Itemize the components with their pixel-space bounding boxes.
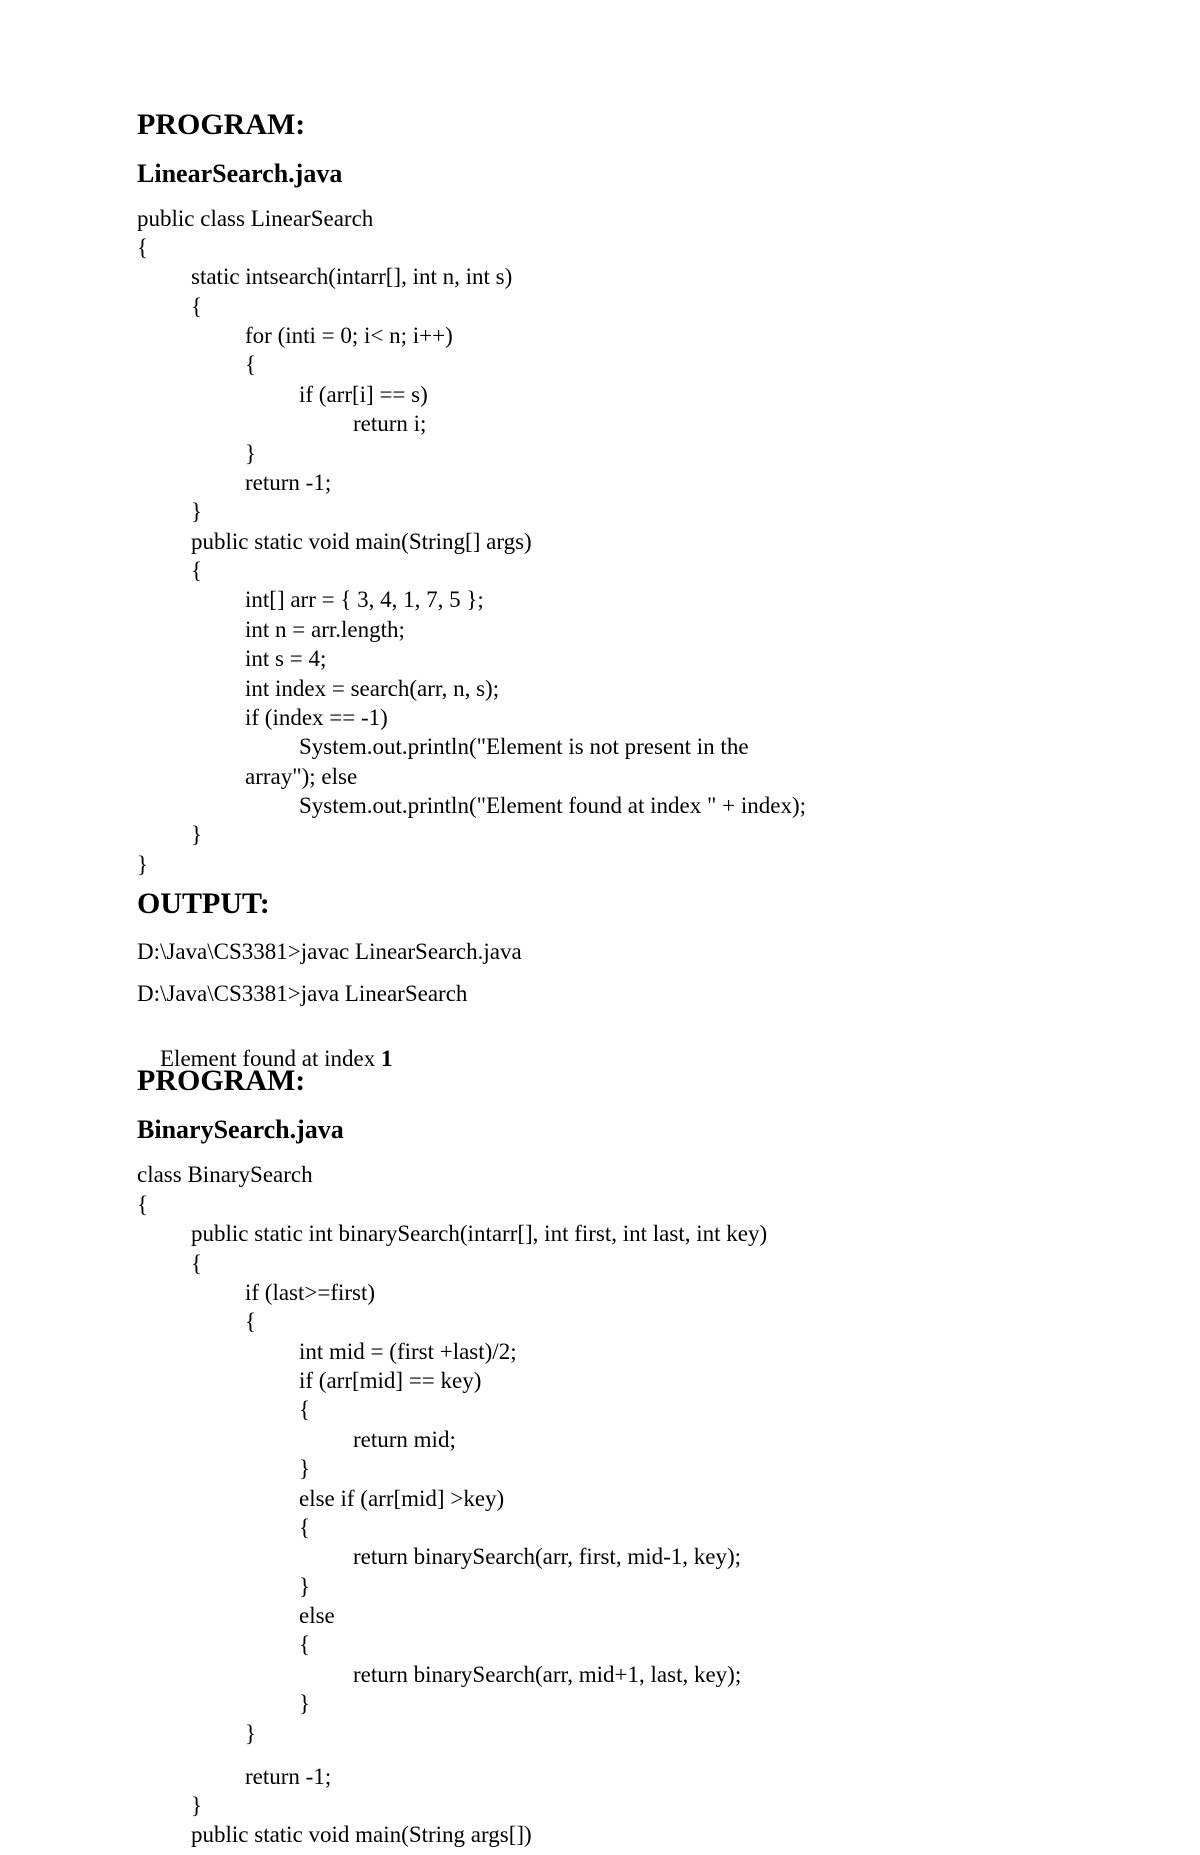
code-line: if (index == -1) [245, 705, 388, 730]
code-line: public class LinearSearch [137, 206, 374, 231]
code-line: public static void main(String args[]) [191, 1822, 532, 1847]
code-line: } [191, 1793, 203, 1818]
code-line: } [299, 1574, 311, 1599]
output-heading: OUTPUT: [137, 887, 270, 920]
code-line: else if (arr[mid] >key) [299, 1486, 505, 1511]
console-line: D:\Java\CS3381>java LinearSearch [137, 981, 468, 1006]
code-line: public static void main(String[] args) [191, 529, 532, 554]
code-line: return i; [353, 411, 427, 436]
code-line: int mid = (first +last)/2; [299, 1339, 517, 1364]
code-line: { [191, 1251, 203, 1276]
program-heading: PROGRAM: [137, 1064, 306, 1097]
code-line: for (inti = 0; i< n; i++) [245, 323, 453, 348]
code-line: { [299, 1632, 311, 1657]
code-line: int n = arr.length; [245, 617, 405, 642]
code-line: array"); else [245, 764, 358, 789]
code-line: static intsearch(intarr[], int n, int s) [191, 264, 513, 289]
code-line: return binarySearch(arr, mid+1, last, key); [353, 1662, 742, 1687]
console-result-value: 1 [381, 1046, 393, 1071]
code-line: { [299, 1397, 311, 1422]
code-line: if (last>=first) [245, 1280, 376, 1305]
code-line: System.out.println("Element found at index " + index); [299, 793, 806, 818]
code-line: } [137, 852, 149, 877]
code-line: } [299, 1691, 311, 1716]
code-line: int[] arr = { 3, 4, 1, 7, 5 }; [245, 587, 484, 612]
code-line: System.out.println("Element is not present in the [299, 734, 749, 759]
code-line: public static int binarySearch(intarr[], int first, int last, int key) [191, 1221, 768, 1246]
code-line: { [137, 235, 149, 260]
file-name: BinarySearch.java [137, 1115, 344, 1144]
code-line: { [299, 1515, 311, 1540]
console-line: D:\Java\CS3381>javac LinearSearch.java [137, 939, 522, 964]
code-line: else [299, 1603, 335, 1628]
code-line: return -1; [245, 1764, 332, 1789]
code-line: } [191, 822, 203, 847]
file-name: LinearSearch.java [137, 159, 343, 188]
code-line: } [245, 1721, 257, 1746]
code-line: } [245, 441, 257, 466]
code-line: return binarySearch(arr, first, mid-1, key); [353, 1544, 742, 1569]
program-heading: PROGRAM: [137, 108, 306, 141]
code-line: return mid; [353, 1427, 456, 1452]
code-line: } [191, 499, 203, 524]
console-result-text: Element found at index [160, 1046, 381, 1071]
code-line: { [191, 294, 203, 319]
code-line: } [299, 1456, 311, 1481]
code-line: class BinarySearch [137, 1162, 313, 1187]
code-line: if (arr[i] == s) [299, 382, 428, 407]
code-line: { [245, 1309, 257, 1334]
code-line: { [245, 352, 257, 377]
code-line: int s = 4; [245, 646, 327, 671]
code-line: { [191, 558, 203, 583]
code-line: { [137, 1192, 149, 1217]
code-line: return -1; [245, 470, 332, 495]
code-line: int index = search(arr, n, s); [245, 676, 500, 701]
code-line: if (arr[mid] == key) [299, 1368, 482, 1393]
